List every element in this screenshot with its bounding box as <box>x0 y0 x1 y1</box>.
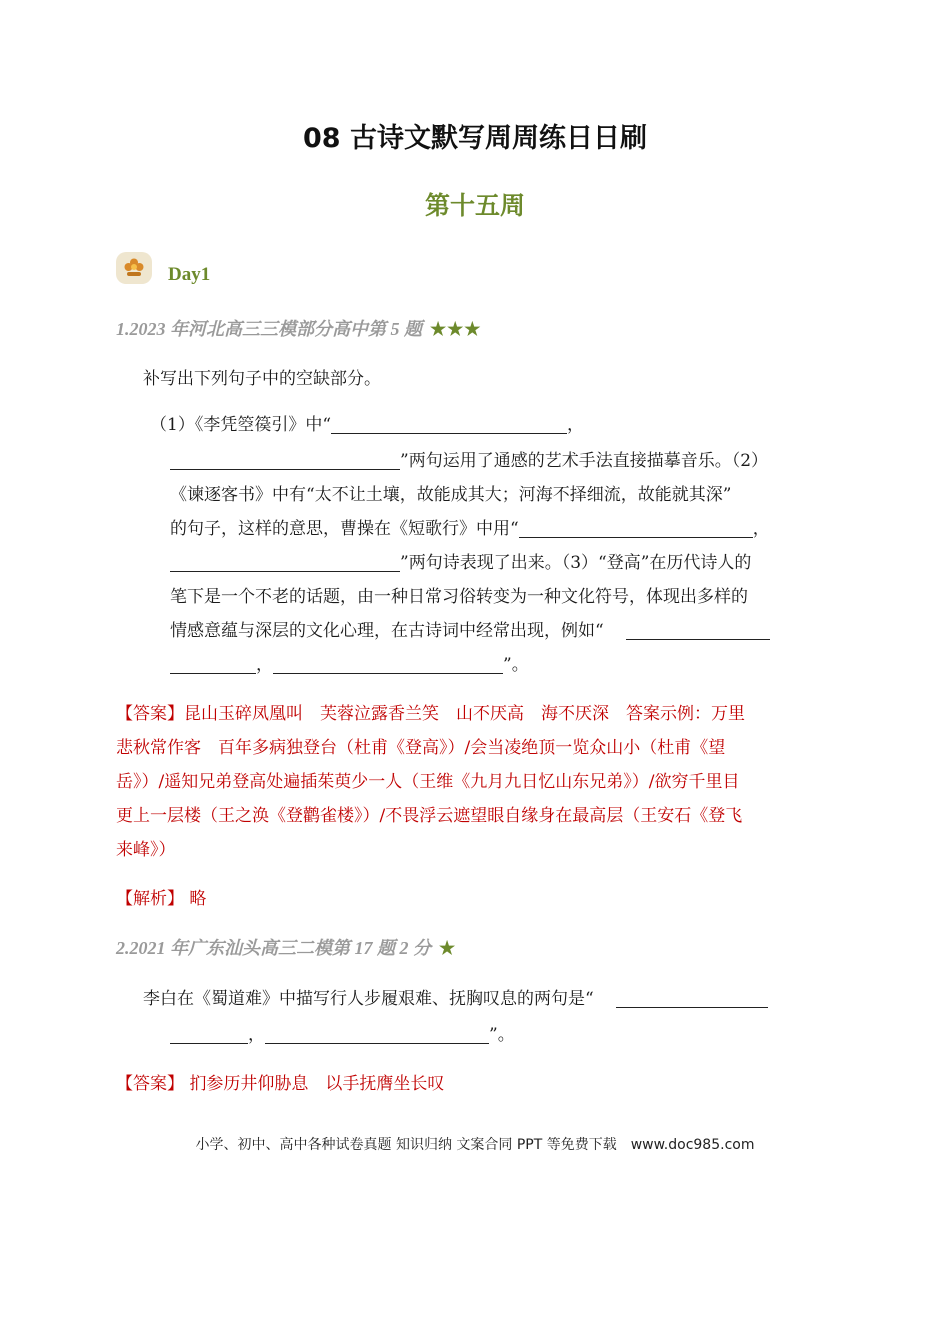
q1-answer-line-3: 岳》）/遥知兄弟登高处遍插茱萸少一人（王维《九月九日忆山东兄弟》）/欲穷千里目 <box>116 772 740 792</box>
q1-line-4: 的句子，这样的意思，曹操在《短歌行》中用“ ， <box>170 512 770 546</box>
q1-line-2: ”两句运用了通感的艺术手法直接描摹音乐。（2） <box>170 444 768 478</box>
q1-line-3: 《谏逐客书》中有“太不让土壤，故能成其大；河海不择细流，故能就其深” <box>170 485 732 505</box>
answer-blank[interactable] <box>170 549 400 572</box>
answer-blank[interactable] <box>331 411 567 434</box>
q1-line-8: ， ”。 <box>170 648 529 682</box>
page-footer: 小学、初中、高中各种试卷真题 知识归纳 文案合同 PPT 等免费下载 www.doc985.com <box>195 1137 755 1153</box>
q2-answer: 【答案】 扪参历井仰胁息 以手抚膺坐长叹 <box>116 1074 445 1094</box>
question-1-header <box>116 315 481 341</box>
q1-line-5: ”两句诗表现了出来。（3）“登高”在历代诗人的 <box>170 546 751 580</box>
difficulty-stars: ★ <box>439 938 457 958</box>
q1-line-6: 笔下是一个不老的话题，由一种日常习俗转变为一种文化符号，体现出多样的 <box>170 587 748 607</box>
page-title: 08 古诗文默写周周练日日刷 <box>303 123 647 154</box>
flower-badge-icon <box>116 252 152 284</box>
answer-blank[interactable] <box>519 515 753 538</box>
difficulty-stars: ★★★ <box>430 319 482 339</box>
week-subtitle: 第十五周 <box>424 191 525 220</box>
q1-answer-line-5: 来峰》） <box>116 840 176 860</box>
answer-blank[interactable] <box>170 1021 248 1044</box>
answer-blank[interactable] <box>626 617 770 640</box>
q1-answer-line-4: 更上一层楼（王之涣《登鹳雀楼》）/不畏浮云遮望眼自缘身在最高层（王安石《登飞 <box>116 806 743 826</box>
q1-line-1: （1）《李凭箜篌引》中“ ， <box>150 408 584 442</box>
q2-line-2: ， ”。 <box>170 1018 515 1052</box>
answer-blank[interactable] <box>273 651 503 674</box>
day-label: Day1 <box>168 264 211 285</box>
q1-analysis: 【解析】 略 <box>116 889 207 909</box>
answer-blank[interactable] <box>170 447 400 470</box>
question-1-title: 1.2023 年河北高三三模部分高中第 5 题 <box>116 319 422 339</box>
question-2-header <box>116 934 456 960</box>
q1-line-7: 情感意蕴与深层的文化心理，在古诗词中经常出现，例如“ <box>170 614 770 648</box>
q1-answer-line-2: 悲秋常作客 百年多病独登台（杜甫《登高》）/会当凌绝顶一览众山小（杜甫《望 <box>116 738 726 758</box>
answer-blank[interactable] <box>170 651 256 674</box>
answer-blank[interactable] <box>616 985 768 1008</box>
question-1-instruction: 补写出下列句子中的空缺部分。 <box>143 369 381 389</box>
answer-blank[interactable] <box>265 1021 489 1044</box>
question-2-title: 2.2021 年广东汕头高三二模第 17 题 2 分 <box>116 938 431 958</box>
q2-line-1: 李白在《蜀道难》中描写行人步履艰难、抚胸叹息的两句是“ <box>143 982 768 1016</box>
q1-answer-line-1: 【答案】昆山玉碎凤凰叫 芙蓉泣露香兰笑 山不厌高 海不厌深 答案示例：万里 <box>116 704 745 724</box>
